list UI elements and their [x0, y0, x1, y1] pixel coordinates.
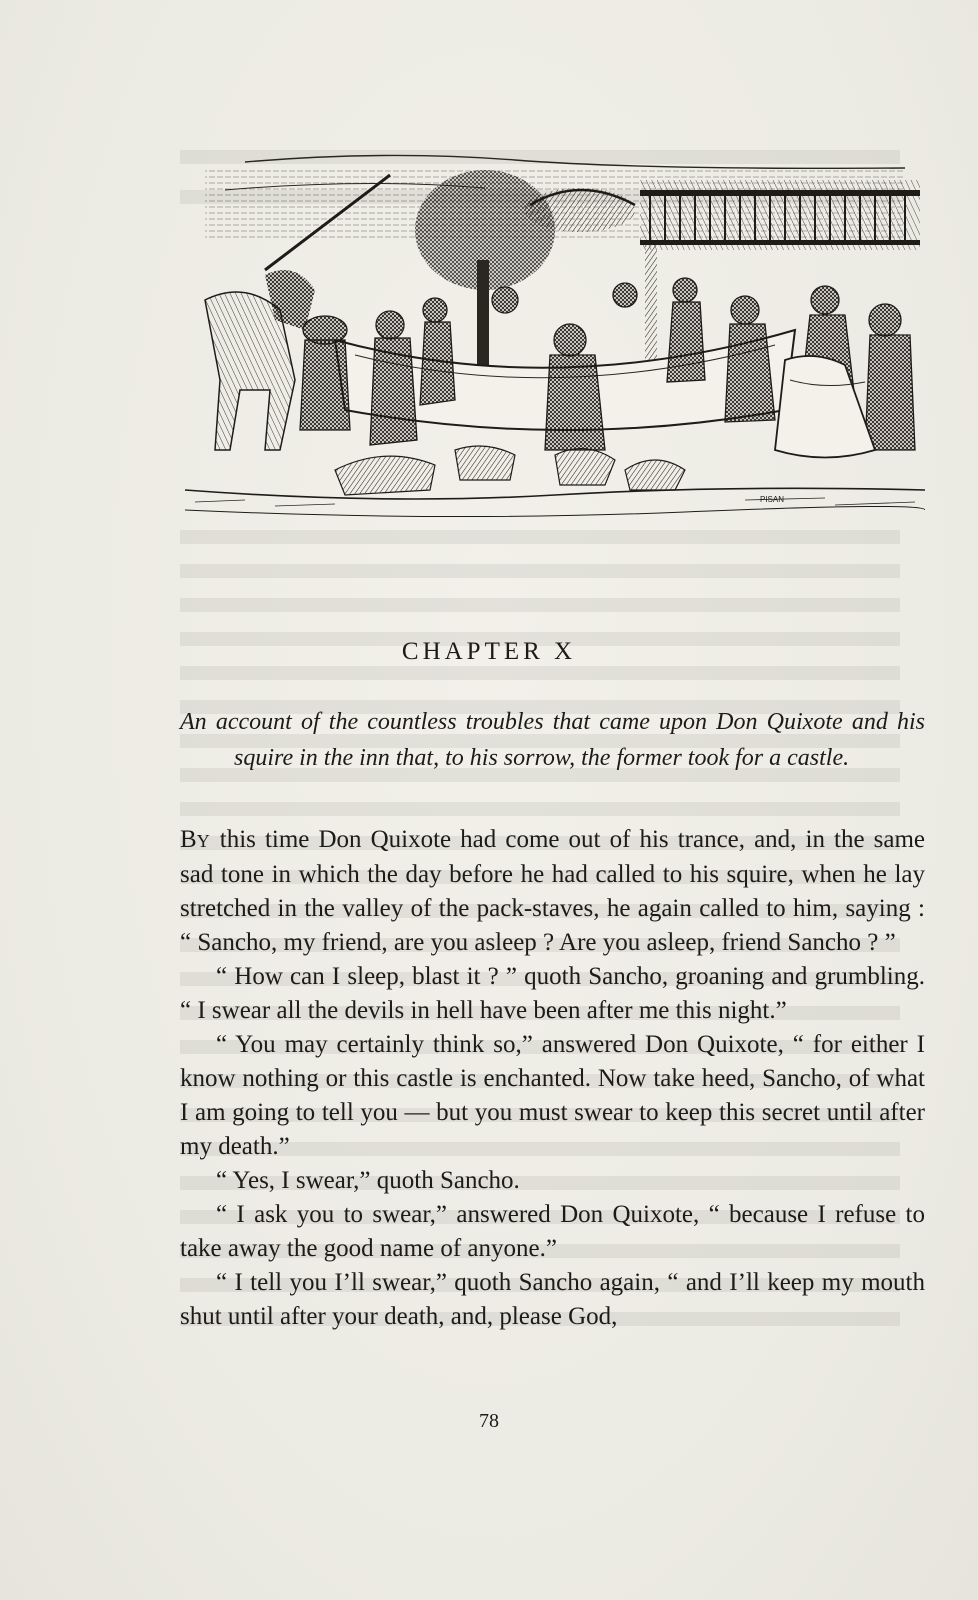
- paragraph: “ How can I sleep, blast it ? ” quoth Sancho, groaning and grumbling. “ I swear all the devils in hell have been after me this night.”: [180, 963, 925, 1024]
- paragraph: “ You may certainly think so,” answered Don Quixote, “ for either I know nothing or this castle is enchanted. Now take heed, Sancho, of what I am going to tell you — but you must swear to keep this secret until after my death.”: [180, 1031, 925, 1160]
- chapter-summary: An account of the countless troubles that came upon Don Quixote and his squire in the inn that, to his sorrow, the former took for a castle.: [180, 709, 925, 771]
- paragraph: [180, 823, 925, 960]
- smallcaps-rest: Y: [196, 831, 211, 851]
- chapter-illustration: [185, 150, 925, 522]
- body-text: [180, 823, 925, 1334]
- paragraph: “ I tell you I’ll swear,” quoth Sancho again, “ and I’ll keep my mouth shut until after your death, and, please God,: [180, 1269, 925, 1330]
- dropcap-letter: B: [180, 826, 197, 853]
- page-number: 78: [479, 1410, 499, 1432]
- chapter-heading: CHAPTER X: [401, 638, 577, 665]
- paragraph: “ Yes, I swear,” quoth Sancho.: [216, 1167, 520, 1194]
- paragraph-text: this time Don Quixote had come out of his trance, and, in the same sad tone in which the day before he had called to his squire, when he lay stretched in the valley of the pack-staves, he again called to him, saying : “ Sancho, my friend, are you asleep ? Are you asleep, friend Sancho ? ”: [180, 826, 925, 956]
- paragraph: “ I ask you to swear,” answered Don Quixote, “ because I refuse to take away the good name of anyone.”: [180, 1201, 925, 1262]
- engraving-inn-scene: [185, 150, 925, 522]
- engraver-signature: PISAN: [760, 495, 785, 504]
